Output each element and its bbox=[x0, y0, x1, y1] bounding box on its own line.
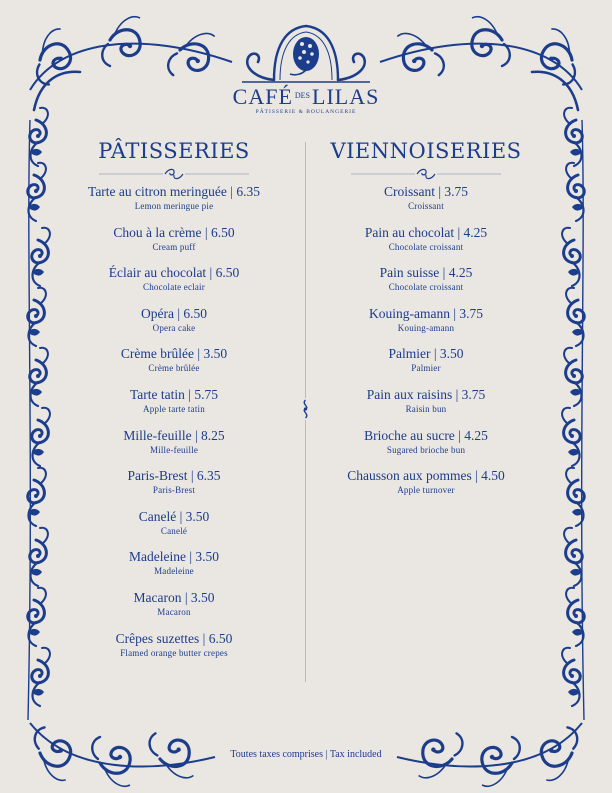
menu-item-name-price: Mille-feuille | 8.25 bbox=[123, 427, 225, 443]
flourish-divider-icon bbox=[89, 164, 259, 184]
menu-item-description: Cream puff bbox=[152, 241, 196, 252]
menu-item bbox=[64, 509, 284, 550]
menu-item-description: Flamed orange butter crepes bbox=[120, 647, 228, 658]
menu-item bbox=[64, 631, 284, 672]
menu-item bbox=[64, 590, 284, 631]
menu-item bbox=[64, 549, 284, 590]
menu-item bbox=[64, 428, 284, 469]
menu-item bbox=[64, 346, 284, 387]
menu-item-description: Crème brûlée bbox=[148, 363, 200, 374]
menu-item-description: Apple turnover bbox=[397, 485, 455, 496]
menu-item-description: Croissant bbox=[408, 201, 444, 211]
menu-item-description: Palmier bbox=[411, 363, 441, 374]
section-heading-viennoiseries: VIENNOISERIES bbox=[330, 139, 522, 163]
flourish-divider-icon bbox=[341, 164, 511, 184]
menu-item-name-price: Opéra | 6.50 bbox=[140, 305, 208, 321]
menu-item bbox=[316, 468, 536, 509]
viennoiseries-list bbox=[316, 184, 536, 509]
menu-item bbox=[64, 306, 284, 347]
logo bbox=[226, 22, 386, 118]
menu-item-name-price: Tarte tatin | 5.75 bbox=[130, 386, 218, 402]
menu-item-name-price: Madeleine | 3.50 bbox=[128, 549, 220, 565]
menu-item-description: Raisin bun bbox=[405, 403, 447, 414]
menu-item-name-price: Éclair au chocolat | 6.50 bbox=[108, 265, 240, 281]
menu-item-name-price: Crêpes suzettes | 6.50 bbox=[115, 630, 233, 646]
menu-item-description: Chocolate croissant bbox=[388, 241, 464, 252]
menu-item-description: Apple tarte tatin bbox=[143, 403, 205, 414]
menu-item-name-price: Macaron | 3.50 bbox=[133, 589, 215, 605]
menu-item bbox=[316, 346, 536, 387]
menu-item-description: Kouing-amann bbox=[397, 322, 455, 333]
menu-item-description: Sugared brioche bun bbox=[386, 444, 466, 455]
menu-item bbox=[64, 265, 284, 306]
viennoiseries-section bbox=[316, 138, 536, 509]
menu-item-name-price: Canelé | 3.50 bbox=[138, 508, 210, 524]
menu-item-name-price: Pain aux raisins | 3.75 bbox=[366, 386, 486, 402]
menu-item-description: Mille-feuille bbox=[149, 444, 199, 455]
menu-item-name-price: Croissant | 3.75 bbox=[383, 184, 469, 199]
lilac-crest-icon bbox=[226, 22, 386, 86]
section-heading-patisseries: PÂTISSERIES bbox=[98, 139, 250, 163]
menu-item bbox=[316, 184, 536, 225]
menu-item-name-price: Paris-Brest | 6.35 bbox=[127, 468, 221, 484]
menu-item-description: Chocolate croissant bbox=[388, 282, 464, 293]
menu-item-name-price: Pain suisse | 4.25 bbox=[379, 265, 473, 281]
menu-item-name-price: Palmier | 3.50 bbox=[388, 346, 464, 362]
menu-item bbox=[316, 225, 536, 266]
menu-item-name-price: Pain au chocolat | 4.25 bbox=[364, 224, 488, 240]
menu-item bbox=[64, 225, 284, 266]
menu-item-name-price: Chou à la crème | 6.50 bbox=[113, 224, 235, 240]
brand-name: CAFÉ $^{DES}$LILAS bbox=[232, 84, 380, 109]
menu-item-name-price: Brioche au sucre | 4.25 bbox=[364, 427, 488, 443]
menu-item-description: Macaron bbox=[157, 606, 191, 617]
menu-item bbox=[316, 306, 536, 347]
menu-item-description: Madeleine bbox=[154, 566, 194, 577]
menu-item-description: Lemon meringue pie bbox=[134, 201, 214, 211]
menu-item bbox=[316, 265, 536, 306]
menu-item-description: Opera cake bbox=[152, 322, 196, 333]
menu-item-name-price: Kouing-amann | 3.75 bbox=[368, 305, 484, 321]
menu-item bbox=[64, 387, 284, 428]
menu-item-name-price: Crème brûlée | 3.50 bbox=[120, 346, 228, 362]
menu-item-description: Canelé bbox=[160, 525, 188, 536]
menu-item-description: Chocolate eclair bbox=[143, 282, 205, 293]
menu-item bbox=[64, 468, 284, 509]
patisseries-section bbox=[64, 138, 284, 671]
tax-note: Toutes taxes comprises | Tax included bbox=[230, 749, 382, 760]
menu-item bbox=[316, 428, 536, 469]
brand-tagline: PÂTISSERIE & BOULANGERIE bbox=[255, 109, 357, 115]
center-flourish-icon bbox=[299, 398, 312, 420]
patisseries-list bbox=[64, 184, 284, 671]
menu-item bbox=[64, 184, 284, 225]
menu-item-name-price: Chausson aux pommes | 4.50 bbox=[347, 468, 505, 484]
menu-item-description: Paris-Brest bbox=[152, 485, 196, 496]
menu-item-name-price: Tarte au citron meringuée | 6.35 bbox=[88, 184, 260, 199]
menu-item bbox=[316, 387, 536, 428]
